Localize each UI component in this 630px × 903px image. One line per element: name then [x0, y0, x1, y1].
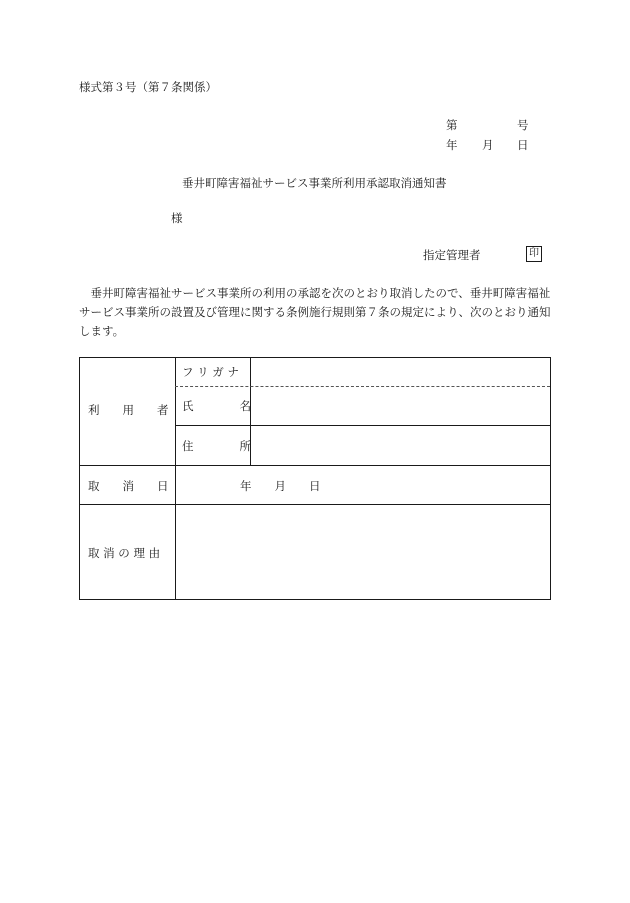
cancel-date-label: 取 消 日	[88, 479, 169, 493]
document-title: 垂井町障害福祉サービス事業所利用承認取消通知書	[182, 176, 447, 190]
document-number-suffix: 号	[517, 118, 529, 132]
reason-field[interactable]	[176, 505, 550, 599]
cancel-date-field[interactable]	[176, 466, 550, 504]
furigana-label: フ リ ガ ナ	[182, 365, 239, 379]
document-number-prefix: 第	[446, 118, 458, 132]
cancellation-info-table	[79, 357, 551, 600]
addressee-honorific: 様	[171, 211, 183, 225]
reason-label: 取 消 の 理 由	[88, 546, 161, 560]
form-number: 様式第３号（第７条関係）	[79, 80, 217, 94]
date-year-label: 年	[446, 138, 458, 152]
cancel-date-value: 年 月 日	[240, 479, 321, 493]
date-day-label: 日	[517, 138, 529, 152]
furigana-field[interactable]	[251, 358, 550, 386]
address-field[interactable]	[251, 426, 550, 465]
body-text: 垂井町障害福祉サービス事業所の利用の承認を次のとおり取消したので、垂井町障害福祉サービス事業所の設置及び管理に関する条例施行規則第７条の規定により、次のとおり通知します。	[79, 286, 551, 338]
name-field[interactable]	[251, 387, 550, 425]
date-month-label: 月	[482, 138, 494, 152]
name-label: 氏 名	[182, 399, 251, 413]
address-label: 住 所	[182, 439, 251, 453]
issuer-label: 指定管理者	[423, 248, 481, 262]
user-label: 利 用 者	[88, 403, 169, 417]
seal-mark: 印	[526, 246, 542, 262]
